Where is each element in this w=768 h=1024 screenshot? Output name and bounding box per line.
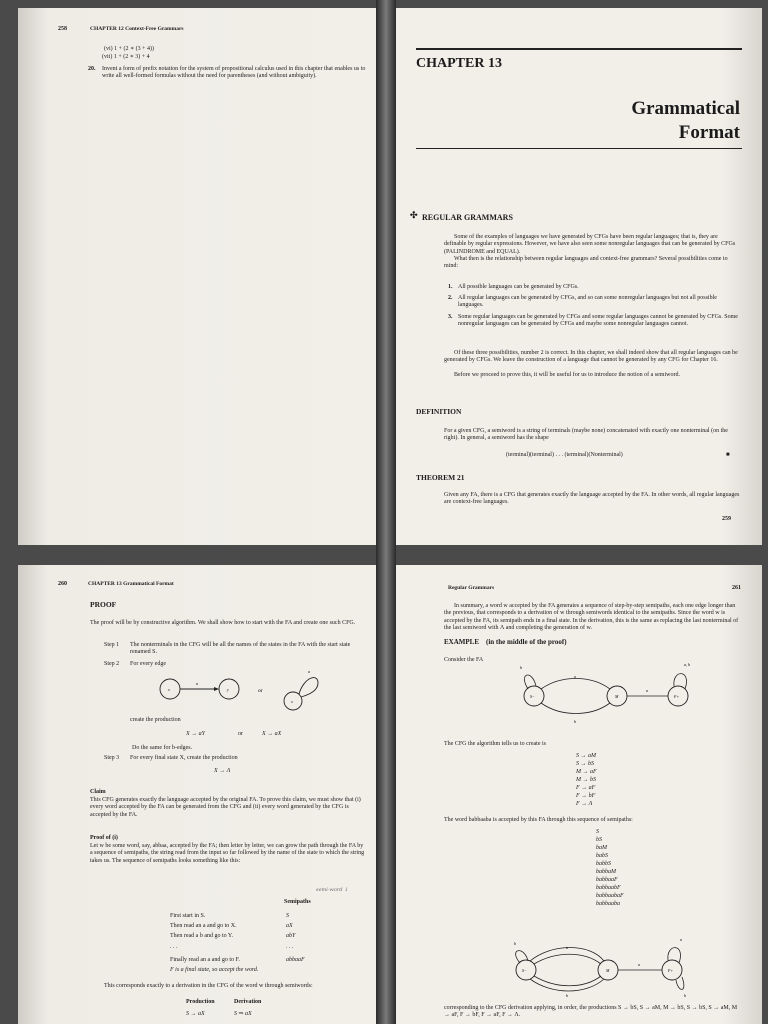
chapter-rule-bottom	[416, 148, 742, 149]
production-3: M → aF	[576, 769, 597, 775]
state-x-loop-label: x	[291, 699, 293, 704]
step-2-text: For every edge	[130, 661, 166, 667]
proof-i-heading: Proof of (i)	[90, 835, 118, 841]
definition-heading: DEFINITION	[416, 407, 462, 416]
loop-label-b: b	[520, 665, 522, 670]
example-heading: EXAMPLE	[444, 638, 479, 646]
path-edge-mf-label: a	[638, 962, 640, 967]
exercise-text: Invent a form of prefix notation for the system of propositional calculus used in this chapter that enables us to write all well-formed formulas without the need for parentheses (and without ambiguity).	[102, 66, 366, 80]
proof-i-text: Let w be some word, say, abbaa, accepted by the FA; then letter by letter, we can grow the path through the FA by a sequence of semipaths, the string read from the input so far followed by the name of the state to which the string takes us. The sequence of semipaths looks something like this:	[90, 843, 365, 864]
annotated-path-diagram	[396, 565, 762, 1024]
proof-intro: The proof will be by constructive algorithm. We shall show how to start with the FA and create one such CFG.	[90, 620, 356, 626]
edge-label-b: b	[574, 719, 576, 724]
page-number: 261	[732, 585, 741, 591]
derivation-sentence: corresponding to the CFG derivation applying, in order, the productions S → bS, S → aM, M → bS, S → bS, S → aM, M → aF, F → bF, F → aF, F → Λ.	[444, 1005, 738, 1019]
step-3-text: For every final state X, create the production	[130, 755, 238, 761]
production-5: F → aF	[576, 785, 596, 791]
semipaths-heading: Semipaths	[284, 899, 311, 905]
claim-text: This CFG generates exactly the language accepted by the original FA. To prove this claim, we must show that (i) every word accepted by the FA can be generated from the CFG and (ii) every word generated by the CFG is accepted by the FA.	[90, 797, 361, 818]
production-xay: X → aY	[186, 731, 206, 737]
production-lambda: X → Λ	[214, 768, 231, 774]
theorem-text: Given any FA, there is a CFG that generates exactly the language accepted by the FA. In other words, all regular languages are context-free languages.	[444, 492, 740, 506]
chapter-rule-top	[416, 48, 742, 50]
step-3-label: Step 3	[104, 755, 120, 761]
paragraph-1b: What then is the relationship between regular languages and context-free grammars? Several possibilities come to mind:	[444, 256, 728, 270]
edge-arrowhead	[214, 687, 219, 691]
b-edges-text: Do the same for b-edges.	[132, 745, 193, 751]
semipath-row-3-value: abY	[286, 933, 296, 939]
claim-heading: Claim	[90, 789, 106, 795]
page-number: 259	[722, 516, 731, 522]
semipath-5: babbS	[596, 861, 611, 867]
chapter-title-line2: Format	[678, 122, 740, 143]
state-y-label: y	[227, 687, 229, 692]
semipath-9: babbaabaF	[596, 893, 624, 899]
running-header: Regular Grammars	[448, 585, 495, 591]
path-loop-f-b-label: b	[684, 993, 686, 998]
step-2-label: Step 2	[104, 661, 120, 667]
loop-label-ab: a, b	[684, 662, 690, 667]
list-item-3-number: 3.	[448, 314, 453, 320]
list-item-2-text: All regular languages can be generated by CFGs, and so can some nonregular languages but not all possible languages.	[458, 295, 717, 309]
cfg-intro-text: The CFG the algorithm tells us to create is	[444, 741, 546, 747]
semipath-row-2-value: aX	[286, 923, 293, 929]
state-x-circle	[160, 679, 180, 699]
edge-diagrams	[18, 565, 376, 725]
path-edge-b	[534, 976, 601, 986]
state-y-circle	[219, 679, 239, 699]
path-edge-b-label: b	[566, 993, 568, 998]
edge-label-a2: a	[646, 688, 648, 693]
handwritten-note: semi-word ↓	[316, 887, 349, 893]
state-s-label: S−	[530, 694, 535, 699]
semipath-row-3-label: Then read a b and go to Y.	[170, 933, 233, 939]
self-loop-edge	[299, 678, 318, 697]
semipath-3: baM	[596, 845, 607, 851]
exercise-line-vii: (vii) 1 + (2 ∗ 3) + 4	[102, 54, 150, 60]
book-gutter	[376, 0, 396, 1024]
production-xax: X → aX	[262, 731, 282, 737]
semipath-row-4-value: . . .	[286, 944, 294, 950]
step-1-label: Step 1	[104, 642, 120, 648]
path-edge-a-label: a	[566, 945, 568, 950]
semipath-4: babS	[596, 853, 608, 859]
or-text: or	[258, 688, 263, 694]
example-subheading: (in the middle of the proof)	[486, 638, 567, 646]
state-x-label: x	[168, 687, 170, 692]
word-sentence: The word babbaaba is accepted by this FA through this sequence of semipaths:	[444, 817, 633, 823]
summary-paragraph: In summary, a word w accepted by the FA generates a sequence of step-by-step semipaths, each one edge longer than the previous, that corresponds to a derivation of w through semiwords identical to the semipaths. Since the word w is accepted by the FA, its semipath ends in a final state. In the derivation, this is the same as replacing the last nonterminal of the last semiword with Λ and completing the generation of w.	[444, 603, 739, 631]
paragraph-1: Some of the examples of languages we have generated by CFGs have been regular languages; that is, they are definable by regular expressions. However, we have also seen some nonregular languages that can be generated by CFGs (PALINDROME and EQUAL).	[444, 234, 736, 255]
list-item-1-text: All possible languages can be generated by CFGs.	[458, 284, 579, 290]
path-state-m-label: M	[606, 968, 610, 973]
production-1: S → aM	[576, 753, 596, 759]
semipath-7: babbaaF	[596, 877, 618, 883]
chapter-title-line1: Grammatical	[631, 98, 740, 119]
derivation-row-1-production: S → aX	[186, 1011, 205, 1017]
semipath-row-6-label: F is a final state, so accept the word.	[170, 967, 259, 973]
chapter-label: CHAPTER 13	[416, 56, 502, 71]
column-derivation: Derivation	[234, 999, 262, 1005]
semipath-row-5-value: abbaaF	[286, 957, 305, 963]
or-text-2: or	[238, 731, 243, 737]
edge-label-a: a	[574, 674, 576, 679]
list-item-2-number: 2.	[448, 295, 453, 301]
production-7: F → Λ	[576, 801, 593, 807]
section-heading: REGULAR GRAMMARS	[422, 213, 513, 222]
semipath-row-2-label: Then read an a and go to X.	[170, 923, 237, 929]
definition-text: For a given CFG, a semiword is a string of terminals (maybe none) concatenated with exactly one nonterminal (on the right). In general, a semiword has the shape	[444, 428, 728, 442]
corresponds-text: This corresponds exactly to a derivation in the CFG of the word w through semiwords:	[104, 983, 313, 989]
page-260	[18, 565, 376, 1024]
theorem-heading: THEOREM 21	[416, 473, 465, 482]
running-header: CHAPTER 13 Grammatical Format	[88, 581, 174, 587]
semipath-8: babbaabF	[596, 885, 621, 891]
edge-label-a: a	[196, 681, 198, 686]
production-4: M → bS	[576, 777, 596, 783]
definition-shape: (terminal)(terminal) . . . (terminal)(Nonterminal)	[506, 452, 623, 458]
running-header: CHAPTER 12 Context-Free Grammars	[90, 26, 184, 32]
page-number: 258	[58, 26, 67, 32]
list-item-1-number: 1.	[448, 284, 453, 290]
loop-label-a: a	[308, 669, 310, 674]
consider-text: Consider the FA	[444, 657, 484, 663]
exercise-line-vi: (vi) 1 + (2 ∗ (3 + 4))	[104, 46, 155, 52]
semipath-6: babbaM	[596, 869, 616, 875]
path-loop-f-label: a	[680, 937, 682, 942]
proof-heading: PROOF	[90, 600, 117, 609]
page-261	[396, 565, 762, 1024]
semipath-1: S	[596, 829, 599, 835]
derivation-row-1-derivation: S ⇒ aX	[234, 1011, 252, 1017]
semipath-row-5-label: Finally read an a and go to F.	[170, 957, 240, 963]
page-258	[18, 8, 376, 545]
paragraph-2b: Before we proceed to prove this, it will be useful for us to introduce the notion of a semiword.	[454, 372, 680, 378]
create-production-text: create the production	[130, 717, 181, 723]
list-item-3-text: Some regular languages can be generated by CFGs and some regular languages cannot be generated by CFGs. Some nonregular languages can be generated by CFGs and maybe some nonregular languages cannot.	[458, 314, 738, 328]
semipath-10: babbaaba	[596, 901, 620, 907]
semipath-row-1-label: First start in S.	[170, 913, 206, 919]
exercise-number: 20.	[88, 66, 96, 72]
production-6: F → bF	[576, 793, 596, 799]
production-2: S → bS	[576, 761, 594, 767]
path-loop-s-label: b	[514, 941, 516, 946]
paragraph-2: Of these three possibilities, number 2 is correct. In this chapter, we shall indeed show that all regular languages can be generated by CFGs. We leave the construction of a language that cannot be generated by any CFG for Chapter 16.	[444, 350, 738, 364]
path-edge-a	[534, 954, 601, 964]
semipath-2: bS	[596, 837, 602, 843]
state-x-loop-circle	[284, 692, 302, 710]
step-1-text: The nonterminals in the CFG will be all the names of the states in the FA with the start state renamed S.	[130, 642, 351, 656]
semipath-row-1-value: S	[286, 913, 289, 919]
section-icon: ✣	[410, 210, 418, 220]
semipath-row-4-label: . . .	[170, 944, 178, 950]
column-production: Production	[186, 999, 215, 1005]
state-f-label: F+	[674, 694, 680, 699]
path-state-f-label: F+	[668, 968, 674, 973]
page-number: 260	[58, 581, 67, 587]
page-259	[396, 8, 762, 545]
state-m-label: M	[615, 694, 619, 699]
path-state-s-label: S−	[522, 968, 527, 973]
end-of-definition-mark: ■	[726, 452, 730, 458]
